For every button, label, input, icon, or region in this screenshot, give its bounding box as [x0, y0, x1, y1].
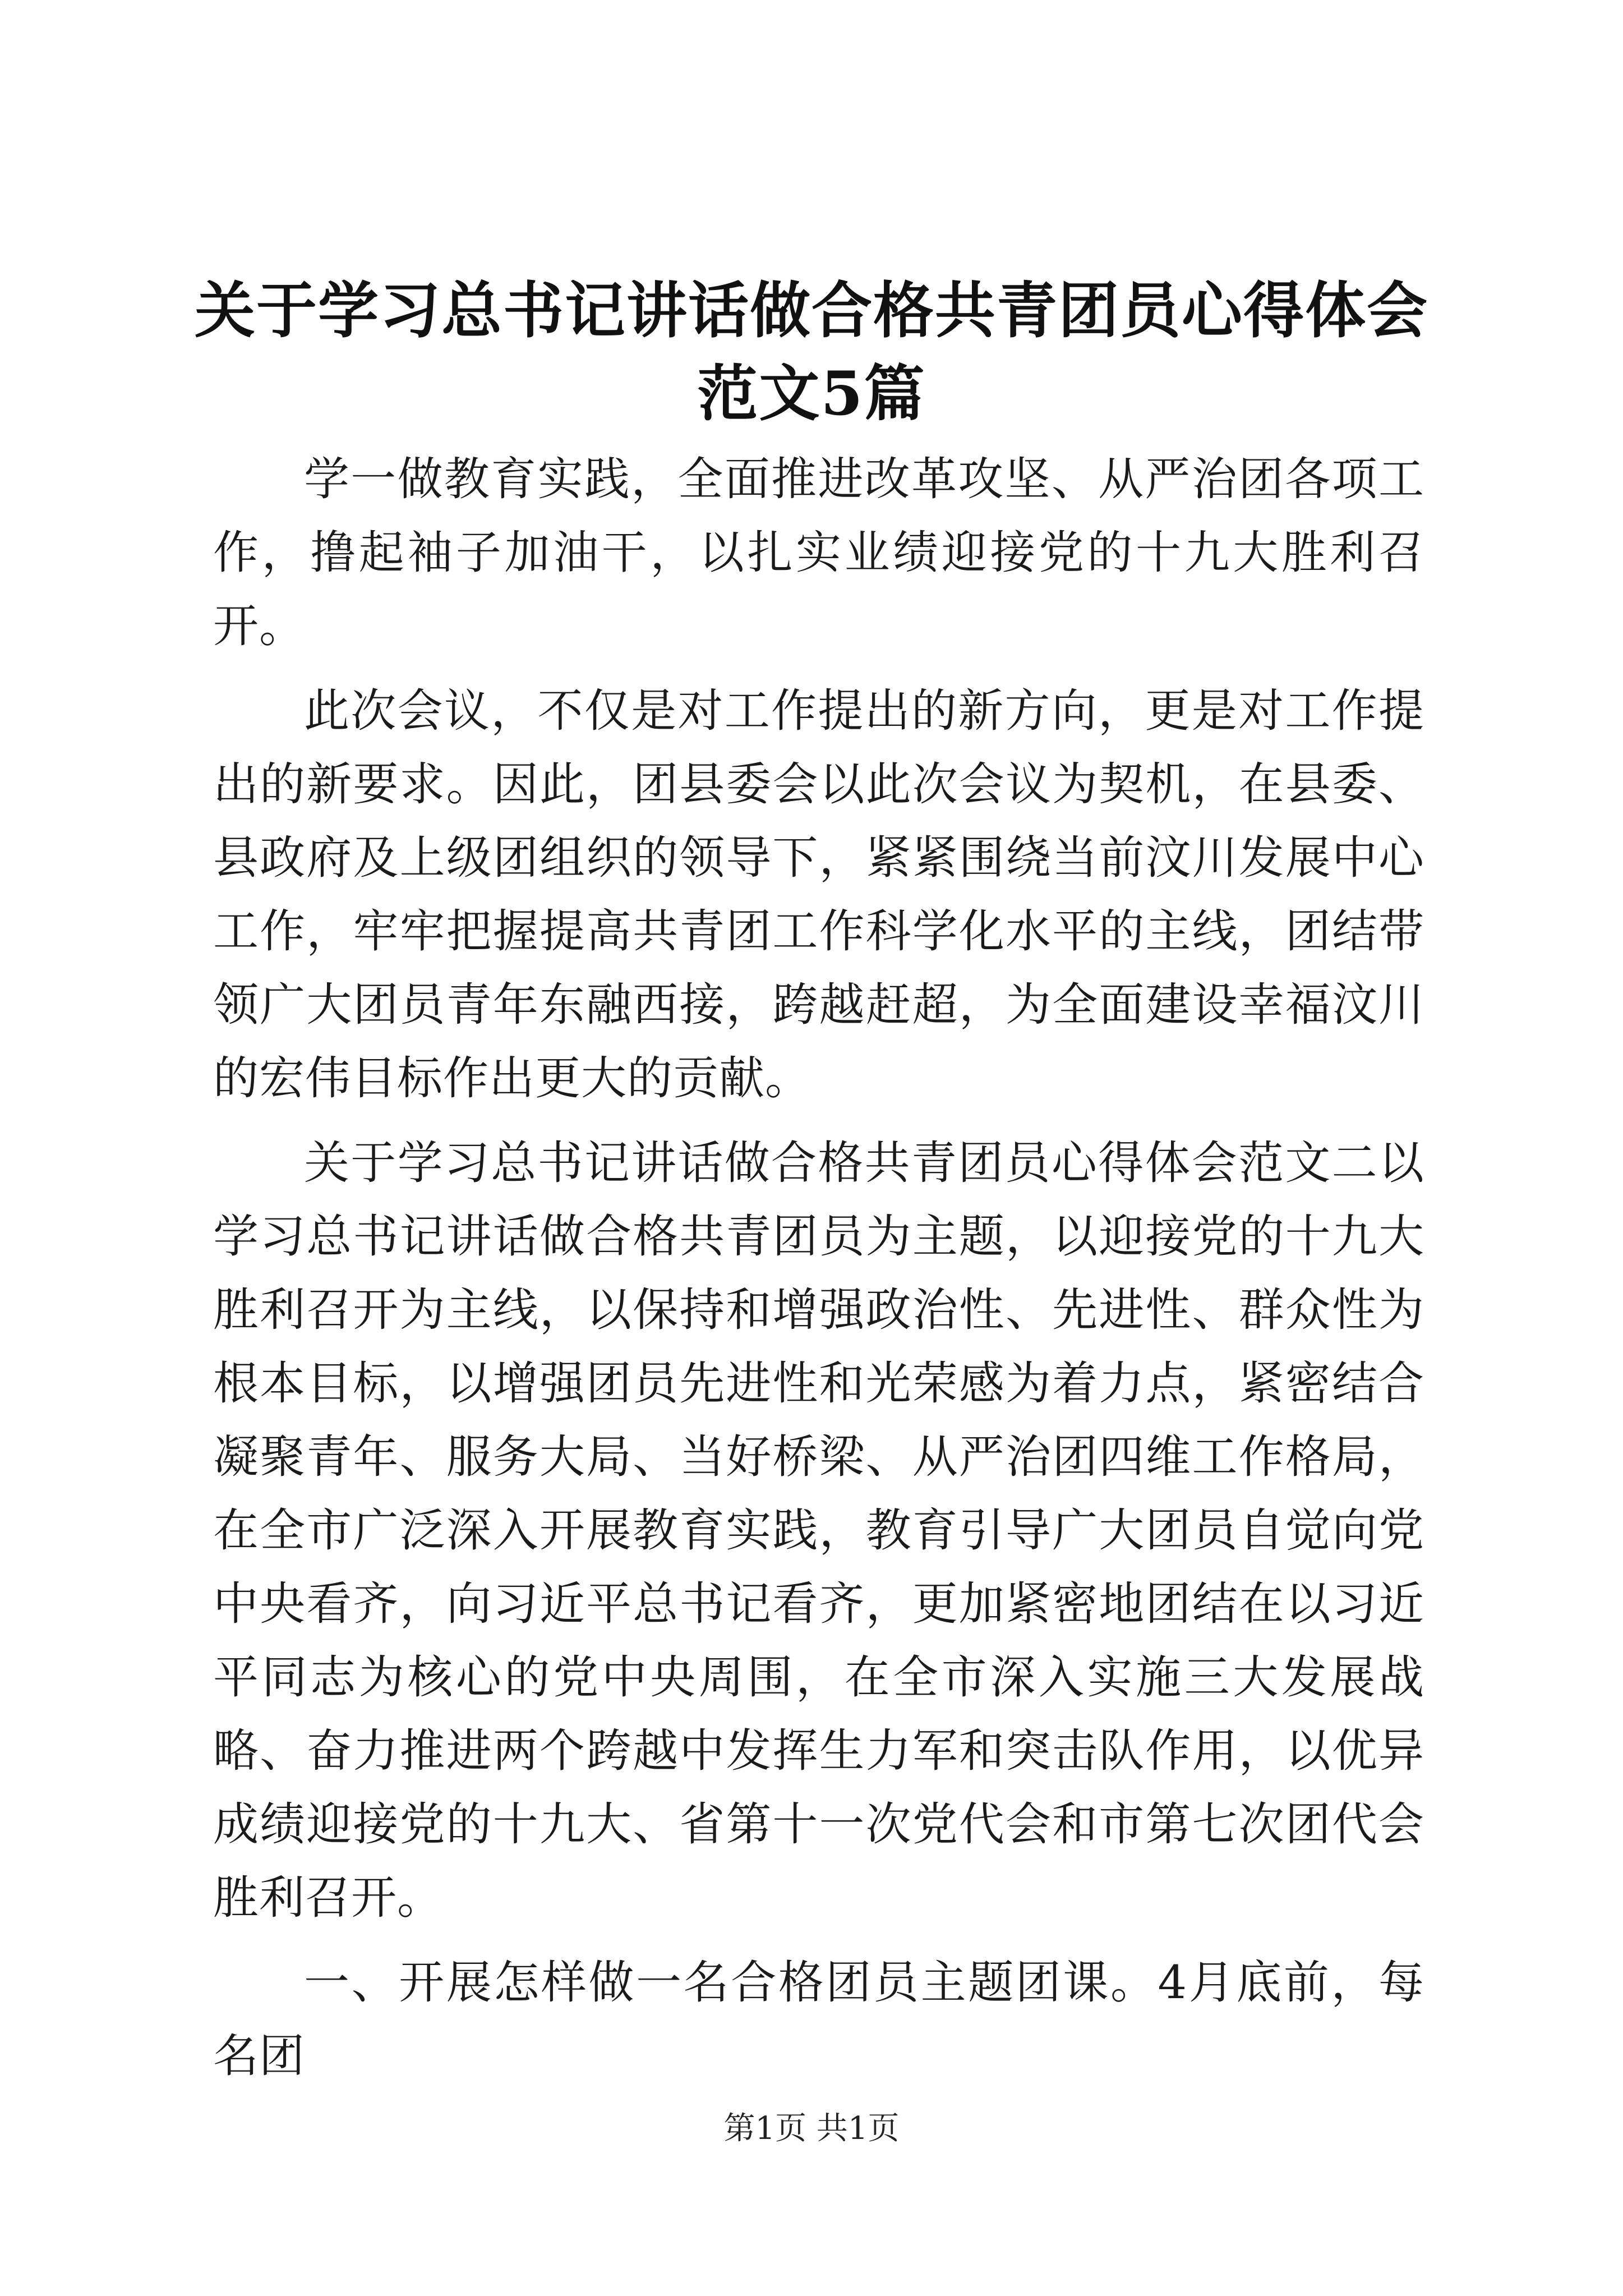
paragraph-3: 关于学习总书记讲话做合格共青团员心得体会范文二以学习总书记讲话做合格共青团员为主题，以迎接党的十九大胜利召开为主线，以保持和增强政治性、先进性、群众性为根本目标，以增强团员先进性和光荣感为着力点，紧密结合凝聚青年、服务大局、当好桥梁、从严治团四维工作格局，在全市广泛深入开展教育实践，教育引导广大团员自觉向党中央看齐，向习近平总书记看齐，更加紧密地团结在以习近平同志为核心的党中央周围，在全市深入实施三大发展战略、奋力推进两个跨越中发挥生力军和突击队作用，以优异成绩迎接党的十九大、省第十一次党代会和市第七次团代会胜利召开。: [213, 1137, 1424, 1925]
paragraph-2: 此次会议，不仅是对工作提出的新方向，更是对工作提出的新要求。因此，团县委会以此次会议为契机，在县委、县政府及上级团组织的领导下，紧紧围绕当前汶川发展中心工作，牢牢把握提高共青团工作科学化水平的主线，团结带领广大团员青年东融西接，跨越赶超，为全面建设幸福汶川的宏伟目标作出更大的贡献。: [213, 685, 1424, 1105]
document-title: [168, 269, 1455, 435]
title-line-2: 范文5篇: [697, 358, 926, 429]
page-footer: 第1页 共1页: [723, 2110, 900, 2147]
title-line-1: 关于学习总书记讲话做合格共青团员心得体会: [194, 275, 1428, 346]
document-body: [213, 443, 1424, 2105]
paragraph-4: 一、开展怎样做一名合格团员主题团课。4月底前，每名团: [213, 1957, 1424, 2083]
paragraph-1: 学一做教育实践，全面推进改革攻坚、从严治团各项工作，撸起袖子加油干，以扎实业绩迎接党的十九大胜利召开。: [213, 453, 1424, 653]
